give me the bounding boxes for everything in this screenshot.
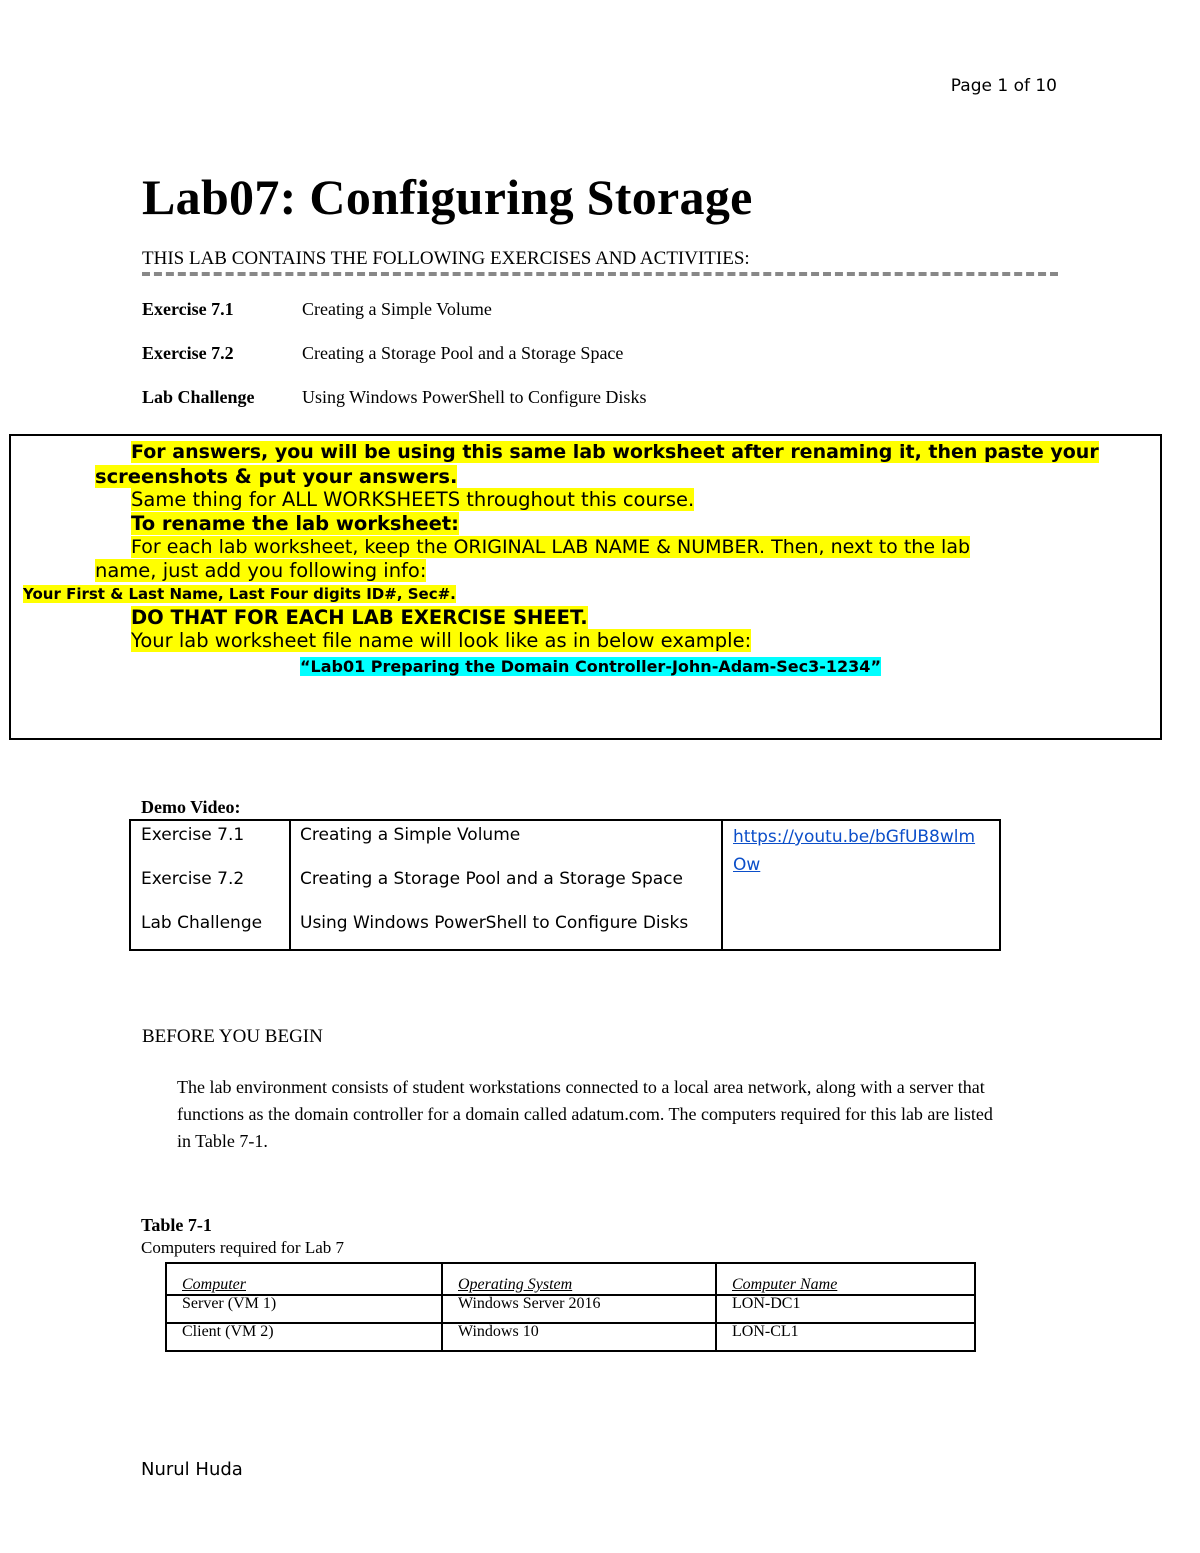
- table-header: Operating System: [458, 1276, 573, 1293]
- footer-author: Nurul Huda: [141, 1459, 243, 1480]
- exercise-row: [142, 299, 492, 320]
- page-number: Page 1 of 10: [950, 76, 1057, 96]
- table-cell: LON-CL1: [732, 1323, 799, 1340]
- instruction-line: Your lab worksheet file name will look like as in below example:: [131, 629, 752, 652]
- table-cell: Server (VM 1): [182, 1295, 277, 1312]
- table-column-computer: [167, 1264, 443, 1350]
- instruction-line: screenshots & put your answers.: [95, 465, 458, 488]
- exercise-description: Creating a Storage Pool and a Storage Space: [302, 343, 624, 363]
- lab-title: Lab07: Configuring Storage: [142, 169, 753, 225]
- instructions-box: [9, 434, 1162, 740]
- table-caption: Computers required for Lab 7: [141, 1238, 344, 1257]
- example-filename: “Lab01 Preparing the Domain Controller-John-Adam-Sec3-1234”: [300, 657, 881, 676]
- table-title: Table 7-1: [141, 1215, 212, 1235]
- instruction-line: To rename the lab worksheet:: [131, 512, 459, 535]
- exercise-row: [142, 343, 623, 364]
- exercise-description: Creating a Simple Volume: [302, 299, 492, 319]
- before-you-begin-body: The lab environment consists of student workstations connected to a local area network, along with a server that functions as the domain controller for a domain called adatum.com. The computers required for this lab are listed in Table 7-1.: [177, 1077, 993, 1151]
- demo-link-column: [723, 821, 999, 949]
- demo-exercise-label: Exercise 7.2: [141, 869, 245, 889]
- table-cell: Windows Server 2016: [458, 1295, 601, 1312]
- instruction-line: Your First & Last Name, Last Four digits ID#, Sec#.: [23, 585, 456, 603]
- table-cell: Windows 10: [458, 1323, 539, 1340]
- demo-exercise-description: Creating a Simple Volume: [300, 825, 521, 845]
- exercise-row: [142, 387, 646, 408]
- demo-description-column: [291, 821, 723, 949]
- table-column-name: [717, 1264, 974, 1350]
- exercise-label: Exercise 7.1: [142, 299, 234, 319]
- demo-label-column: [131, 821, 291, 949]
- exercise-label: Exercise 7.2: [142, 343, 234, 363]
- demo-video-link[interactable]: https://youtu.be/bGfUB8wlmOw: [733, 827, 976, 875]
- instruction-line: name, just add you following info:: [95, 559, 427, 582]
- table-header: Computer: [182, 1276, 246, 1293]
- instruction-line: DO THAT FOR EACH LAB EXERCISE SHEET.: [131, 606, 588, 629]
- table-cell: LON-DC1: [732, 1295, 801, 1312]
- computers-table: [165, 1262, 976, 1352]
- instruction-line: For each lab worksheet, keep the ORIGINAL LAB NAME & NUMBER. Then, next to the lab: [131, 536, 971, 558]
- exercise-label: Lab Challenge: [142, 387, 255, 407]
- contains-heading: THIS LAB CONTAINS THE FOLLOWING EXERCISES AND ACTIVITIES:: [142, 248, 750, 269]
- instruction-line: For answers, you will be using this same lab worksheet after renaming it, then paste your: [131, 441, 1099, 463]
- demo-video-label: Demo Video:: [141, 797, 241, 817]
- table-header: Computer Name: [732, 1276, 838, 1293]
- table-cell: Client (VM 2): [182, 1323, 274, 1340]
- table-column-os: [443, 1264, 717, 1350]
- instruction-line: Same thing for ALL WORKSHEETS throughout this course.: [131, 488, 695, 511]
- demo-exercise-description: Creating a Storage Pool and a Storage Space: [300, 869, 683, 889]
- before-you-begin-heading: BEFORE YOU BEGIN: [142, 1026, 323, 1047]
- heading-underline: [142, 272, 1058, 276]
- demo-exercise-description: Using Windows PowerShell to Configure Disks: [300, 913, 689, 933]
- demo-video-table: [129, 819, 1001, 951]
- demo-exercise-label: Lab Challenge: [141, 913, 263, 933]
- exercise-description: Using Windows PowerShell to Configure Disks: [302, 387, 647, 407]
- demo-exercise-label: Exercise 7.1: [141, 825, 245, 845]
